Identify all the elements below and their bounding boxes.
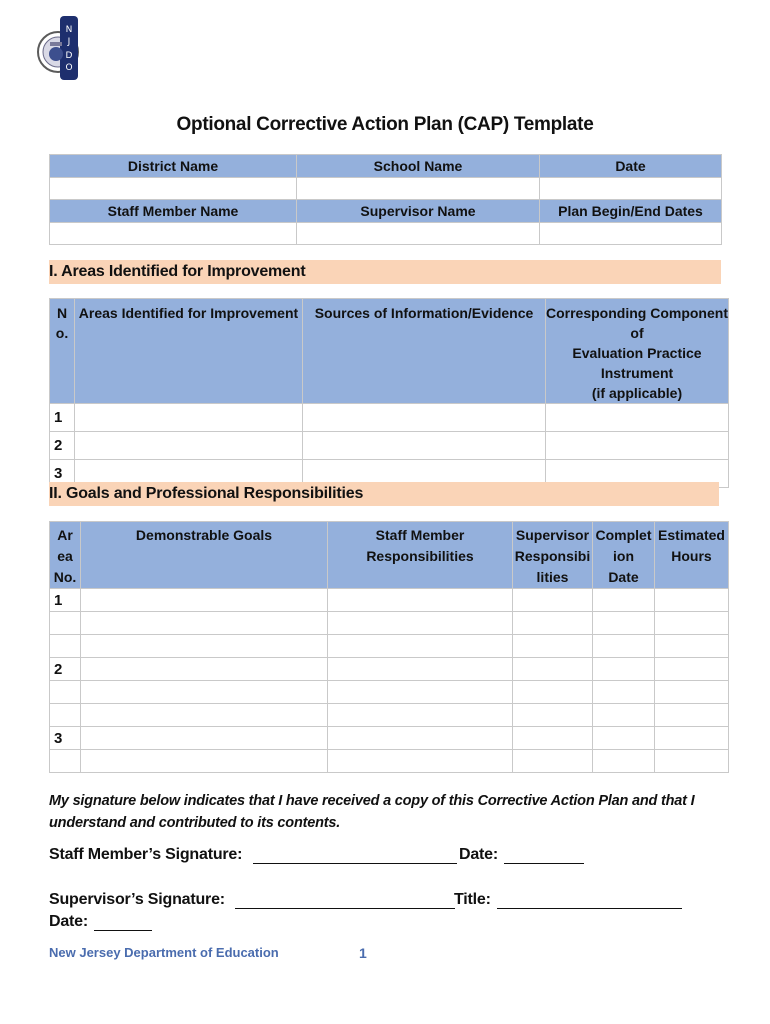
date-label: Date	[540, 155, 722, 178]
supervisor-resp-cell[interactable]	[513, 704, 593, 727]
col-completion-line: ion	[613, 548, 634, 564]
hours-cell[interactable]	[655, 681, 729, 704]
title-label: Title:	[454, 891, 491, 908]
footer-org: New Jersey Department of Education	[49, 945, 279, 960]
goal-cell[interactable]	[81, 681, 328, 704]
col-supervisor-line: lities	[536, 569, 569, 585]
area-cell[interactable]	[75, 432, 303, 460]
col-number-line1: N	[56, 305, 68, 321]
col-area-no-line: Ar	[57, 527, 73, 543]
hours-cell[interactable]	[655, 727, 729, 750]
completion-date-cell[interactable]	[593, 612, 655, 635]
areas-table	[49, 298, 729, 488]
areas-header-row	[50, 299, 729, 404]
row-number: 1	[50, 404, 75, 432]
table-row	[50, 432, 729, 460]
supervisor-date-line	[49, 913, 152, 931]
svg-text:J: J	[67, 37, 71, 47]
staff-resp-cell[interactable]	[328, 612, 513, 635]
col-staff-responsibilities	[328, 522, 513, 589]
col-component-line: Instrument	[600, 365, 674, 381]
area-no-cell	[50, 704, 81, 727]
svg-text:N: N	[65, 25, 73, 35]
completion-date-cell[interactable]	[593, 704, 655, 727]
col-staff-line: Staff Member	[375, 527, 465, 543]
supervisor-resp-cell[interactable]	[513, 750, 593, 773]
supervisor-date-label: Date:	[49, 913, 89, 930]
staff-signature-field[interactable]	[253, 846, 457, 864]
staff-signature-label: Staff Member’s Signature:	[49, 846, 243, 863]
staff-resp-cell[interactable]	[328, 750, 513, 773]
col-completion-line: Complet	[595, 527, 652, 543]
supervisor-resp-cell[interactable]	[513, 635, 593, 658]
info-table	[49, 154, 722, 245]
col-completion-date	[593, 522, 655, 589]
supervisor-signature-field[interactable]	[235, 891, 455, 909]
area-no-cell	[50, 635, 81, 658]
district-name-label: District Name	[50, 155, 297, 178]
table-row	[50, 750, 729, 773]
hours-cell[interactable]	[655, 612, 729, 635]
row-number: 3	[50, 460, 75, 488]
supervisor-resp-cell[interactable]	[513, 658, 593, 681]
staff-resp-cell[interactable]	[328, 727, 513, 750]
col-areas: Areas Identified for Improvement	[75, 299, 303, 404]
info-header-row	[50, 155, 722, 178]
page-number: 1	[359, 945, 367, 961]
acknowledgement-statement: My signature below indicates that I have received a copy of this Corrective Action Plan and that I understand and contributed to its contents.	[49, 793, 695, 831]
goal-cell[interactable]	[81, 750, 328, 773]
area-no-cell	[50, 681, 81, 704]
staff-date-label: Date:	[459, 846, 499, 863]
section-heading-areas: I. Areas Identified for Improvement	[49, 260, 721, 284]
staff-member-name-field[interactable]	[50, 223, 297, 245]
school-name-label: School Name	[297, 155, 540, 178]
district-name-field[interactable]	[50, 178, 297, 200]
col-staff-line: Responsibilities	[366, 548, 474, 564]
goal-cell[interactable]	[81, 658, 328, 681]
supervisor-name-field[interactable]	[297, 223, 540, 245]
staff-resp-cell[interactable]	[328, 681, 513, 704]
col-component-line: (if applicable)	[591, 385, 683, 401]
table-row	[50, 727, 729, 750]
title-line	[454, 891, 682, 909]
supervisor-resp-cell[interactable]	[513, 727, 593, 750]
completion-date-cell[interactable]	[593, 589, 655, 612]
area-no-cell: 1	[50, 589, 81, 612]
col-area-no	[50, 522, 81, 589]
svg-text:D: D	[65, 51, 73, 61]
table-row	[50, 404, 729, 432]
plan-dates-label: Plan Begin/End Dates	[540, 200, 722, 223]
goals-body	[50, 589, 729, 773]
table-row	[50, 589, 729, 612]
col-area-no-line: ea	[57, 548, 73, 564]
area-no-cell: 3	[50, 727, 81, 750]
state-seal-icon	[36, 12, 80, 84]
table-row	[50, 704, 729, 727]
col-component-line: Corresponding Component of	[546, 305, 728, 341]
completion-date-cell[interactable]	[593, 727, 655, 750]
goal-cell[interactable]	[81, 635, 328, 658]
staff-resp-cell[interactable]	[328, 704, 513, 727]
col-number	[50, 299, 75, 404]
col-estimated-hours	[655, 522, 729, 589]
supervisor-resp-cell[interactable]	[513, 589, 593, 612]
table-row	[50, 681, 729, 704]
staff-date-line	[459, 846, 584, 864]
area-no-cell	[50, 612, 81, 635]
info-input-row	[50, 178, 722, 200]
hours-cell[interactable]	[655, 704, 729, 727]
col-supervisor-line: Responsibi	[514, 548, 591, 564]
area-no-cell	[50, 750, 81, 773]
col-completion-line: Date	[608, 569, 639, 585]
supervisor-signature-line	[49, 891, 455, 909]
col-goals: Demonstrable Goals	[81, 522, 328, 589]
staff-resp-cell[interactable]	[328, 589, 513, 612]
info-header-row	[50, 200, 722, 223]
staff-resp-cell[interactable]	[328, 658, 513, 681]
goal-cell[interactable]	[81, 704, 328, 727]
supervisor-name-label: Supervisor Name	[297, 200, 540, 223]
goal-cell[interactable]	[81, 589, 328, 612]
goals-header-row	[50, 522, 729, 589]
info-input-row	[50, 223, 722, 245]
hours-cell[interactable]	[655, 589, 729, 612]
area-no-cell: 2	[50, 658, 81, 681]
col-supervisor-responsibilities	[513, 522, 593, 589]
title-field[interactable]	[497, 891, 682, 909]
col-sources: Sources of Information/Evidence	[303, 299, 546, 404]
school-name-field[interactable]	[297, 178, 540, 200]
col-supervisor-line: Supervisor	[515, 527, 590, 543]
supervisor-signature-label: Supervisor’s Signature:	[49, 891, 225, 908]
table-row	[50, 658, 729, 681]
col-number-line2: o.	[55, 325, 69, 341]
hours-cell[interactable]	[655, 750, 729, 773]
svg-text:O: O	[65, 63, 73, 73]
hours-cell[interactable]	[655, 635, 729, 658]
date-field[interactable]	[540, 178, 722, 200]
col-component	[546, 299, 729, 404]
goals-table	[49, 521, 729, 773]
col-hours-line: Hours	[671, 548, 712, 564]
completion-date-cell[interactable]	[593, 658, 655, 681]
hours-cell[interactable]	[655, 658, 729, 681]
row-number: 2	[50, 432, 75, 460]
completion-date-cell[interactable]	[593, 750, 655, 773]
completion-date-cell[interactable]	[593, 681, 655, 704]
goal-cell[interactable]	[81, 727, 328, 750]
supervisor-date-field[interactable]	[94, 913, 152, 931]
col-hours-line: Estimated	[658, 527, 725, 543]
supervisor-resp-cell[interactable]	[513, 681, 593, 704]
staff-signature-line	[49, 846, 457, 864]
section-heading-goals: II. Goals and Professional Responsibilities	[49, 482, 719, 506]
component-cell[interactable]	[546, 432, 729, 460]
col-area-no-line: No.	[53, 569, 77, 585]
supervisor-resp-cell[interactable]	[513, 612, 593, 635]
source-cell[interactable]	[303, 404, 546, 432]
staff-member-name-label: Staff Member Name	[50, 200, 297, 223]
staff-date-field[interactable]	[504, 846, 584, 864]
table-row	[50, 612, 729, 635]
completion-date-cell[interactable]	[593, 635, 655, 658]
area-cell[interactable]	[75, 404, 303, 432]
col-component-line: Evaluation Practice	[572, 345, 702, 361]
table-row	[50, 635, 729, 658]
source-cell[interactable]	[303, 432, 546, 460]
staff-resp-cell[interactable]	[328, 635, 513, 658]
goal-cell[interactable]	[81, 612, 328, 635]
component-cell[interactable]	[546, 404, 729, 432]
state-seal-logo	[36, 12, 80, 84]
page-title: Optional Corrective Action Plan (CAP) Template	[176, 114, 594, 135]
plan-dates-field[interactable]	[540, 223, 722, 245]
